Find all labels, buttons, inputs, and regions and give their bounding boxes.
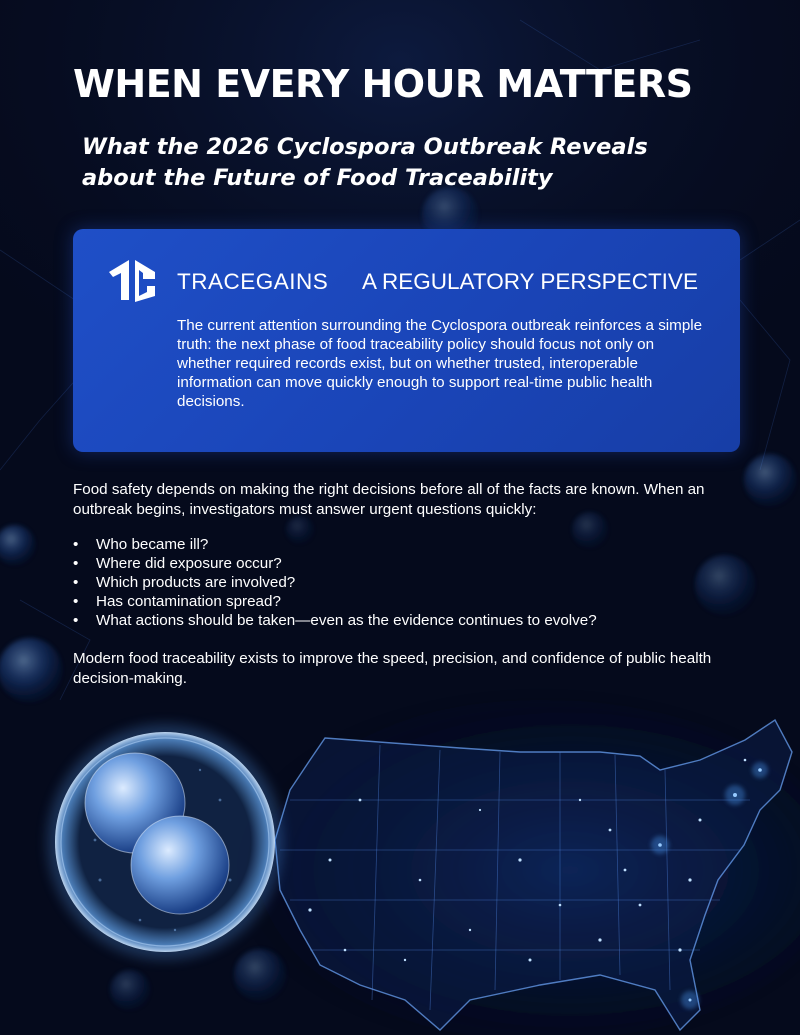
bullet-icon: • <box>73 593 79 610</box>
callout-body: The current attention surrounding the Cyclospora outbreak reinforces a simple truth: the next phase of food traceability policy should focus not only on whether required records exist, but on whether trusted, interoperable information can move quickly enough to support real-time public health decisions. <box>177 317 703 410</box>
list-item: • Who became ill? <box>73 536 209 553</box>
list-item: • What actions should be taken—even as the evidence continues to evolve? <box>73 612 597 629</box>
closing-paragraph: Modern food traceability exists to improve the speed, precision, and confidence of public health decision-making. <box>73 650 712 687</box>
tracegains-logo-icon <box>107 256 157 304</box>
regulatory-callout <box>73 229 740 452</box>
us-map-network-image <box>240 700 800 1035</box>
bullet-icon: • <box>73 555 79 572</box>
list-item: • Has contamination spread? <box>73 593 281 610</box>
headline: WHEN EVERY HOUR MATTERS <box>73 62 693 106</box>
intro-paragraph: Food safety depends on making the right decisions before all of the facts are known. When an outbreak begins, investigators must answer urgent questions quickly: <box>73 481 705 518</box>
subtitle: What the 2026 Cyclospora Outbreak Reveals about the Future of Food Traceability <box>82 134 648 191</box>
bullet-icon: • <box>73 612 79 629</box>
brand-name: TRACEGAINS <box>177 269 329 294</box>
list-item: • Which products are involved? <box>73 574 296 591</box>
questions-list <box>73 535 597 630</box>
callout-tagline: A REGULATORY PERSPECTIVE <box>362 269 698 294</box>
list-item: • Where did exposure occur? <box>73 555 282 572</box>
bullet-icon: • <box>73 574 79 591</box>
bullet-icon: • <box>73 536 79 553</box>
cyclospora-oocyst-image <box>47 724 283 960</box>
